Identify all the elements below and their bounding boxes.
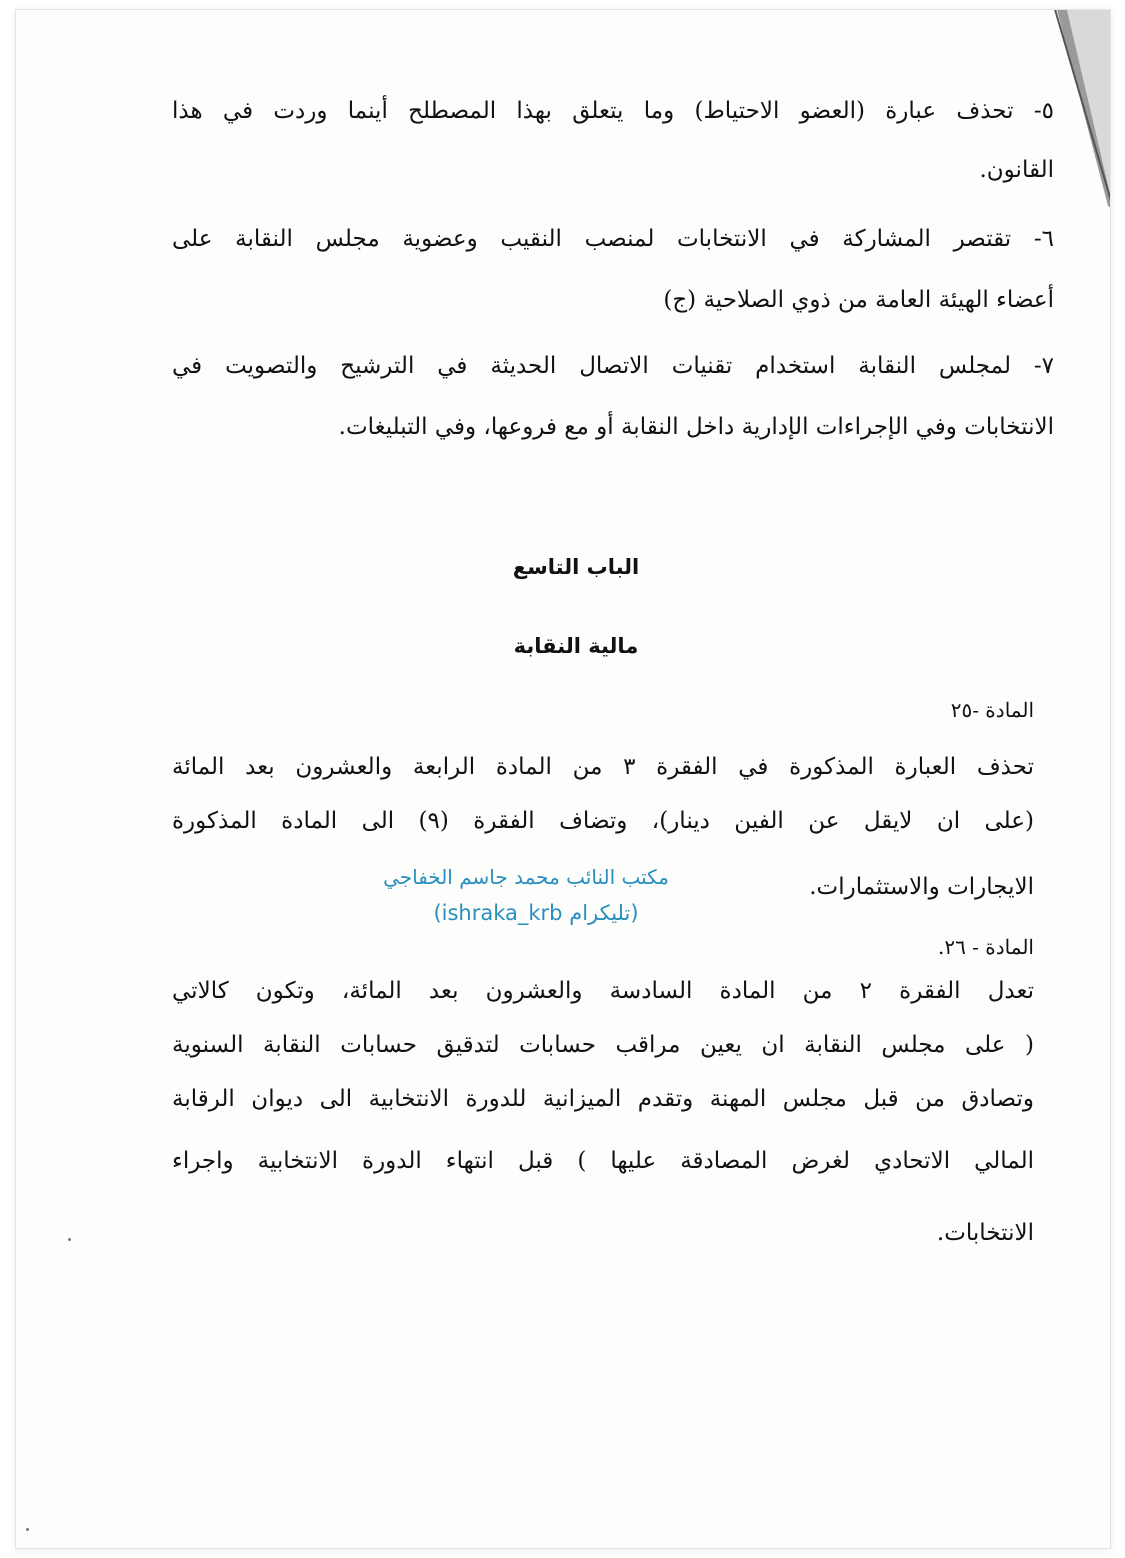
chapter-subtitle: مالية النقابة (513, 634, 639, 658)
article-26-line-3: وتصادق من قبل مجلس المهنة وتقدم الميزانية للدورة الانتخابية الى ديوان الرقابة (172, 1086, 1034, 1112)
document-page (16, 10, 1110, 1548)
article-25-line-2: (على ان لايقل عن الفين دينار)، وتضاف الفقرة (٩) الى المادة المذكورة (172, 808, 1034, 834)
watermark-office-name: مكتب النائب محمد جاسم الخفاجي (383, 865, 669, 889)
scan-speck (68, 1238, 71, 1241)
watermark-telegram: (تليكرام ishraka_krb) (433, 901, 639, 925)
item-5-line-1: ٥- تحذف عبارة (العضو الاحتياط) وما يتعلق بهذا المصطلح أينما وردت في هذا (172, 98, 1054, 124)
article-26-line-4: المالي الاتحادي لغرض المصادقة عليها ) قبل انتهاء الدورة الانتخابية واجراء (172, 1148, 1034, 1174)
item-6-line-1: ٦- تقتصر المشاركة في الانتخابات لمنصب النقيب وعضوية مجلس النقابة على (172, 226, 1054, 252)
article-26-line-2: ( على مجلس النقابة ان يعين مراقب حسابات لتدقيق حسابات النقابة السنوية (172, 1032, 1034, 1058)
scan-speck (26, 1528, 29, 1531)
article-25-line-1: تحذف العبارة المذكورة في الفقرة ٣ من المادة الرابعة والعشرون بعد المائة (172, 754, 1034, 780)
article-26-line-1: تعدل الفقرة ٢ من المادة السادسة والعشرون بعد المائة، وتكون كالاتي (172, 978, 1035, 1004)
article-25-label: المادة -٢٥ (950, 698, 1034, 722)
article-26-label: المادة - ٢٦. (937, 935, 1034, 959)
article-25-line-3: الايجارات والاستثمارات. (809, 874, 1034, 900)
article-26-line-5: الانتخابات. (936, 1220, 1034, 1246)
item-7-line-2: الانتخابات وفي الإجراءات الإدارية داخل النقابة أو مع فروعها، وفي التبليغات. (338, 414, 1054, 440)
item-5-line-2: القانون. (979, 157, 1054, 183)
item-7-line-1: ٧- لمجلس النقابة استخدام تقنيات الاتصال الحديثة في الترشيح والتصويت في (172, 353, 1054, 379)
item-6-line-2: أعضاء الهيئة العامة من ذوي الصلاحية (ج) (663, 287, 1054, 313)
chapter-title: الباب التاسع (512, 555, 640, 579)
